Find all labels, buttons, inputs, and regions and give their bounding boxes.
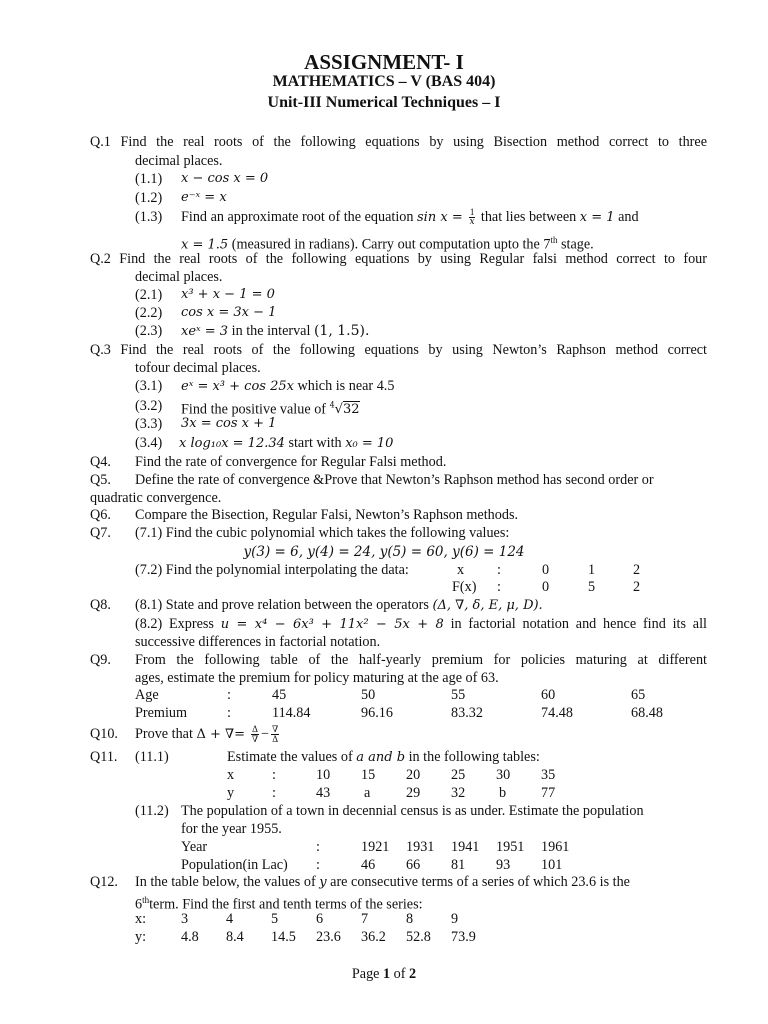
- q5-text: Define the rate of convergence &Prove that Newton’s Raphson method has second order or: [135, 472, 654, 488]
- q9-age-2: 55: [451, 687, 466, 703]
- q5-number: Q5.: [90, 472, 111, 488]
- q12-x-3: 6: [316, 911, 324, 927]
- q1-sub2-equation: e⁻ˣ = x: [181, 190, 227, 205]
- q7-table-f-2: 2: [633, 579, 641, 595]
- q11-year-sep: :: [316, 839, 320, 855]
- q12-x-0: 3: [181, 911, 189, 927]
- q12-y-4: 36.2: [361, 929, 386, 945]
- q1-sub1-number: (1.1): [135, 171, 163, 187]
- q11-year-4: 1961: [541, 839, 570, 855]
- q12-x-label: x:: [135, 911, 147, 927]
- q12-x-5: 8: [406, 911, 414, 927]
- q7-table-x-sep: :: [497, 562, 501, 578]
- q9-line1: From the following table of the half-yearly premium for policies maturing at different: [135, 652, 707, 668]
- q9-premium-1: 96.16: [361, 705, 393, 721]
- q2-line1: Q.2 Find the real roots of the following equations by using Regular falsi method correct to four: [90, 251, 707, 267]
- q9-age-3: 60: [541, 687, 556, 703]
- q7-table-x-2: 2: [633, 562, 641, 578]
- q12-y-2: 14.5: [271, 929, 296, 945]
- q3-sub4: (3.4) x log₁₀x = 12.34 start with x₀ = 10: [135, 435, 394, 451]
- q2-sub1: (2.1) x³ + x − 1 = 0: [135, 287, 275, 303]
- q8-sub2-line2: successive differences in factorial notation.: [135, 634, 381, 650]
- q11-y-sep: :: [272, 785, 276, 801]
- q9-premium-0: 114.84: [272, 705, 311, 721]
- q9-premium-2: 83.32: [451, 705, 483, 721]
- q7-sub1: (7.1) Find the cubic polynomial which takes the following values:: [135, 525, 510, 541]
- q12-y-5: 52.8: [406, 929, 431, 945]
- assignment-title: ASSIGNMENT- I: [304, 50, 464, 74]
- q11-sub1-number: (11.1): [135, 749, 169, 765]
- total-page-number: 2: [409, 966, 417, 982]
- q12-x-1: 4: [226, 911, 234, 927]
- q1-sub3-fraction: $\frac{1}{x}$: [469, 207, 475, 228]
- q7-table-f-1: 5: [588, 579, 596, 595]
- q11-pop-4: 101: [541, 857, 563, 873]
- q9-premium-3: 74.48: [541, 705, 573, 721]
- q12-x-6: 9: [451, 911, 459, 927]
- q1-sub3-eq2: x = 1: [579, 210, 615, 225]
- q1-sub3-line2: x = 1.5 (measured in radians). Carry out computation upto the 7th stage.: [181, 235, 594, 253]
- q7-table-x-0: 0: [542, 562, 550, 578]
- q1-sub2-number: (1.2): [135, 190, 163, 206]
- q11-sub1-text: Estimate the values of a and b in the following tables:: [227, 749, 540, 765]
- q3-sub3: (3.3) 3x = cos x + 1: [135, 416, 277, 432]
- q7-number: Q7.: [90, 525, 111, 541]
- q11-year-1: 1931: [406, 839, 435, 855]
- q8-number: Q8.: [90, 597, 111, 613]
- q11-y-1: a: [364, 785, 371, 801]
- q9-age-sep: :: [227, 687, 231, 703]
- q12-y-3: 23.6: [316, 929, 341, 945]
- q2-line2: decimal places.: [135, 269, 223, 285]
- q9-premium-4: 68.48: [631, 705, 663, 721]
- q6-text: Compare the Bisection, Regular Falsi, Newton’s Raphson methods.: [135, 507, 519, 523]
- q11-pop-3: 93: [496, 857, 511, 873]
- q9-line2: ages, estimate the premium for policy maturing at the age of 63.: [135, 670, 499, 686]
- q7-table-f-sep: :: [497, 579, 501, 595]
- subject-title: MATHEMATICS – V (BAS 404): [272, 73, 496, 90]
- unit-title: Unit-III Numerical Techniques – I: [267, 94, 501, 111]
- q11-y-label: y: [227, 785, 235, 801]
- q11-year-3: 1951: [496, 839, 525, 855]
- q1-sub3-text: Find an approximate root of the equation: [181, 209, 418, 225]
- q11-pop-1: 66: [406, 857, 421, 873]
- q4-text: Find the rate of convergence for Regular Falsi method.: [135, 454, 447, 470]
- q10-number: Q10.: [90, 726, 118, 742]
- q4-number: Q4.: [90, 454, 111, 470]
- q1-sub1-equation: x − cos x = 0: [181, 171, 269, 186]
- q3-line2: tofour decimal places.: [135, 360, 261, 376]
- q11-y-2: 29: [406, 785, 421, 801]
- q6-number: Q6.: [90, 507, 111, 523]
- q1-sub3-and: and: [614, 209, 639, 225]
- q2-sub3: (2.3) xeˣ = 3 in the interval (1, 1.5).: [135, 323, 370, 339]
- q9-age-4: 65: [631, 687, 646, 703]
- q3-line1: Q.3 Find the real roots of the following equations by using Newton’s Raphson method correct: [90, 342, 707, 358]
- q11-x-sep: :: [272, 767, 276, 783]
- q10-fraction-1: $\frac{\Delta}{\nabla}$: [251, 724, 259, 745]
- q11-pop-label: Population(in Lac): [181, 857, 288, 873]
- q1-sub1: [135, 170, 269, 188]
- q12-x-2: 5: [271, 911, 279, 927]
- q1-sub3-between: that lies between: [477, 209, 580, 225]
- q11-y-3: 32: [451, 785, 466, 801]
- q11-x-3: 25: [451, 767, 466, 783]
- q11-x-1: 15: [361, 767, 376, 783]
- q8-sub1: (8.1) State and prove relation between the operators (Δ, ∇, δ, E, μ, D).: [135, 597, 543, 613]
- q9-number: Q9.: [90, 652, 111, 668]
- q11-x-4: 30: [496, 767, 511, 783]
- q12-number: Q12.: [90, 874, 118, 890]
- q7-table-x-1: 1: [588, 562, 596, 578]
- q11-y-5: 77: [541, 785, 556, 801]
- q12-y-1: 8.4: [226, 929, 244, 945]
- q11-y-0: 43: [316, 785, 331, 801]
- q2-sub2: (2.2) cos x = 3x − 1: [135, 305, 277, 321]
- q3-sub2: (3.2) Find the positive value of $^4$√32: [135, 398, 360, 418]
- q11-sub2-text: The population of a town in decennial census is as under. Estimate the population: [181, 803, 644, 819]
- q11-x-5: 35: [541, 767, 556, 783]
- q11-x-2: 20: [406, 767, 421, 783]
- q7-sub1-values: y(3) = 6, y(4) = 24, y(5) = 60, y(6) = 124: [243, 544, 525, 560]
- q11-pop-2: 81: [451, 857, 466, 873]
- q12-y-6: 73.9: [451, 929, 476, 945]
- q1-sub3-number: (1.3): [135, 209, 163, 225]
- q9-premium-label: Premium: [135, 705, 188, 721]
- q11-pop-sep: :: [316, 857, 320, 873]
- q9-age-label: Age: [135, 687, 159, 703]
- q11-x-0: 10: [316, 767, 331, 783]
- q9-age-1: 50: [361, 687, 376, 703]
- fourth-root-32: $^4$√32: [329, 401, 360, 418]
- q12-line2: 6thterm. Find the first and tenth terms of the series:: [135, 895, 423, 913]
- q12-y-0: 4.8: [181, 929, 199, 945]
- q1-sub3-eq: sin x =: [417, 210, 467, 225]
- q11-number: Q11.: [90, 749, 118, 765]
- q11-pop-0: 46: [361, 857, 376, 873]
- q7-table-x-label: x: [457, 562, 465, 578]
- q11-x-label: x: [227, 767, 235, 783]
- page-footer: Page 1 of 2: [351, 966, 417, 982]
- q10-text: Prove that Δ + ∇= $\frac{\Delta}{\nabla}$ − $\frac{\nabla}{\Delta}$: [135, 724, 279, 745]
- q11-y-4: b: [499, 785, 507, 801]
- q5-line2: quadratic convergence.: [90, 490, 222, 506]
- q11-year-0: 1921: [361, 839, 390, 855]
- q1-sub2: [135, 189, 227, 207]
- q1-sub3: [135, 207, 639, 228]
- q12-line1: In the table below, the values of y are consecutive terms of a series of which 23.6 is the: [135, 874, 630, 890]
- q9-age-0: 45: [272, 687, 287, 703]
- q11-sub2-number: (11.2): [135, 803, 169, 819]
- q7-table-f-label: F(x): [452, 579, 477, 595]
- q11-year-label: Year: [181, 839, 208, 855]
- q1-line2: decimal places.: [135, 153, 223, 169]
- q12-x-4: 7: [361, 911, 369, 927]
- q11-sub2-line2: for the year 1955.: [181, 821, 282, 837]
- q9-premium-sep: :: [227, 705, 231, 721]
- q8-sub2: (8.2) Express u = x⁴ − 6x³ + 11x² − 5x + 8 in factorial notation and hence find its all: [135, 616, 707, 632]
- q3-sub1: (3.1) eˣ = x³ + cos 25x which is near 4.5: [135, 378, 395, 394]
- q11-year-2: 1941: [451, 839, 480, 855]
- q10-fraction-2: $\frac{\nabla}{\Delta}$: [271, 724, 279, 745]
- q7-table-f-0: 0: [542, 579, 550, 595]
- q1-line1: Q.1 Find the real roots of the following equations by using Bisection method correct to three: [90, 134, 707, 150]
- q12-y-label: y:: [135, 929, 147, 945]
- q7-sub2: (7.2) Find the polynomial interpolating the data:: [135, 562, 409, 578]
- current-page-number: 1: [383, 966, 391, 982]
